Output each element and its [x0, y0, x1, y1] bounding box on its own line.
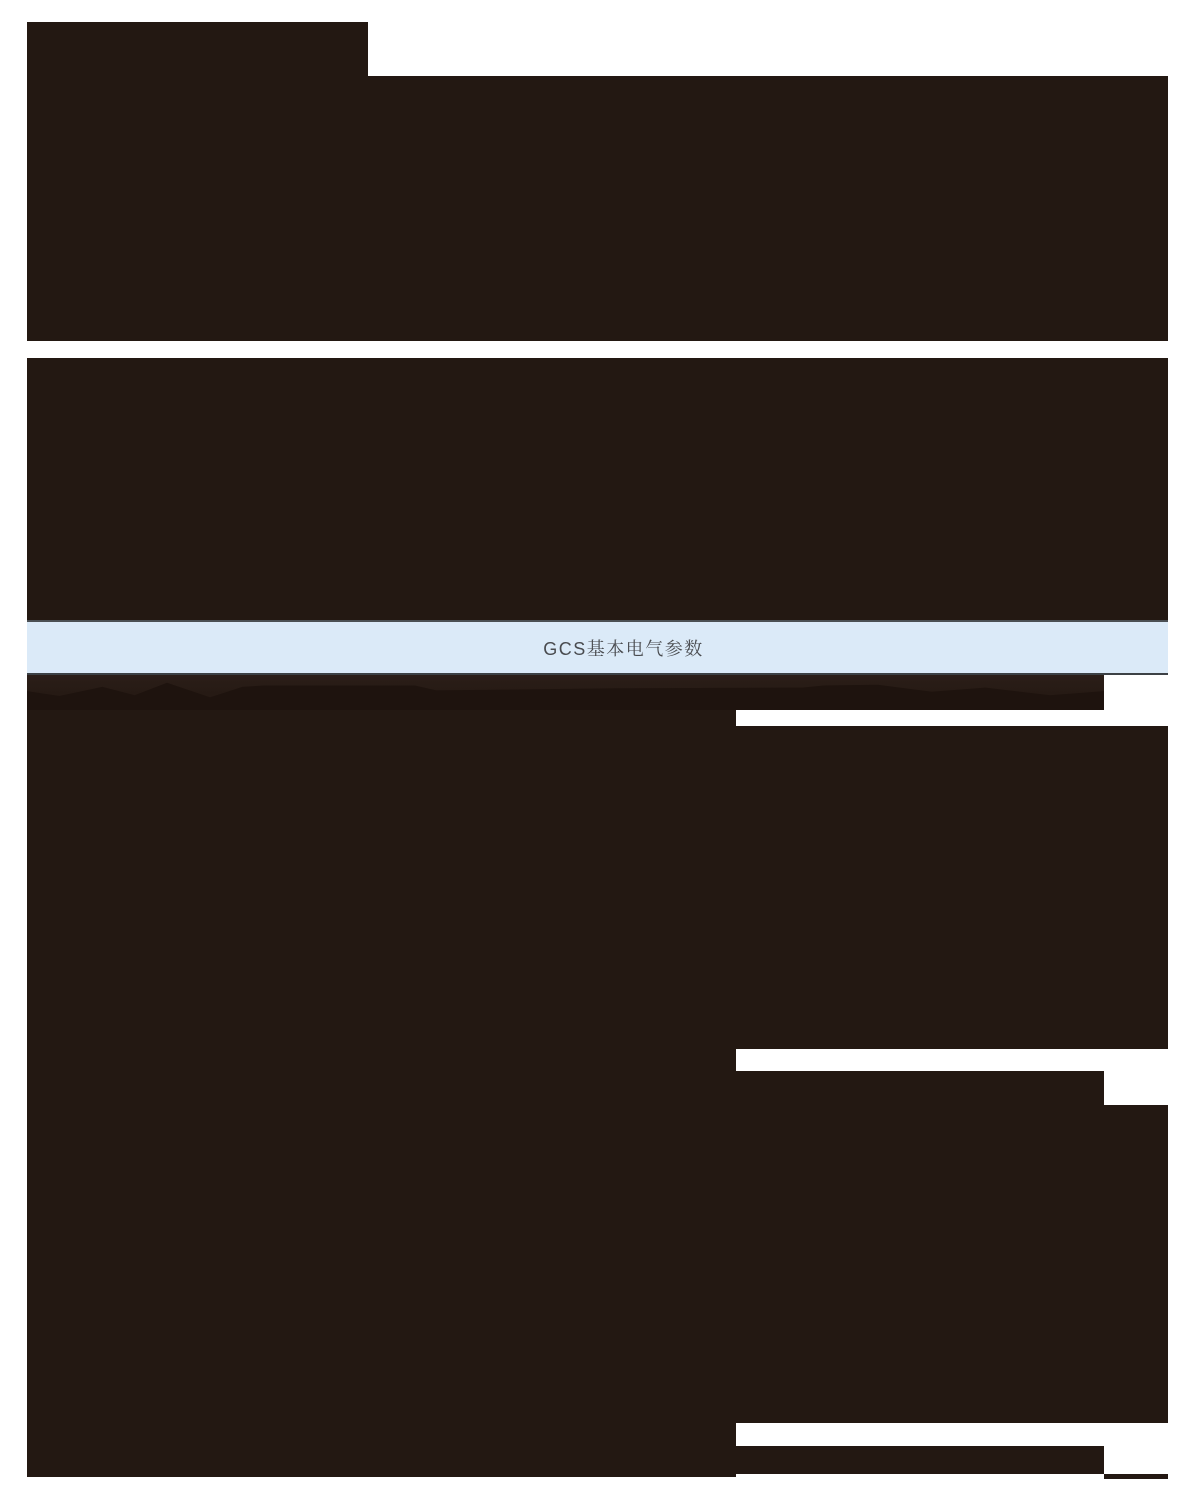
- photo-block-right-lower-notch: [736, 1071, 1104, 1105]
- photo-block-left-column: [27, 710, 736, 1477]
- photo-block-top: [27, 76, 1168, 341]
- photo-strip-mountains: [27, 675, 1104, 710]
- photo-block-bottom-strip: [736, 1446, 1104, 1474]
- photo-block-bottom-thin-strip: [1104, 1474, 1168, 1479]
- section-title-banner: [27, 620, 1168, 675]
- mountain-silhouette: [27, 675, 1104, 710]
- photo-block-middle: [27, 358, 1168, 620]
- section-title: GCS基本电气参数: [543, 638, 704, 659]
- photo-block-right-upper: [736, 726, 1168, 1049]
- photo-block-top-tab: [27, 22, 368, 77]
- photo-block-right-lower: [736, 1105, 1168, 1423]
